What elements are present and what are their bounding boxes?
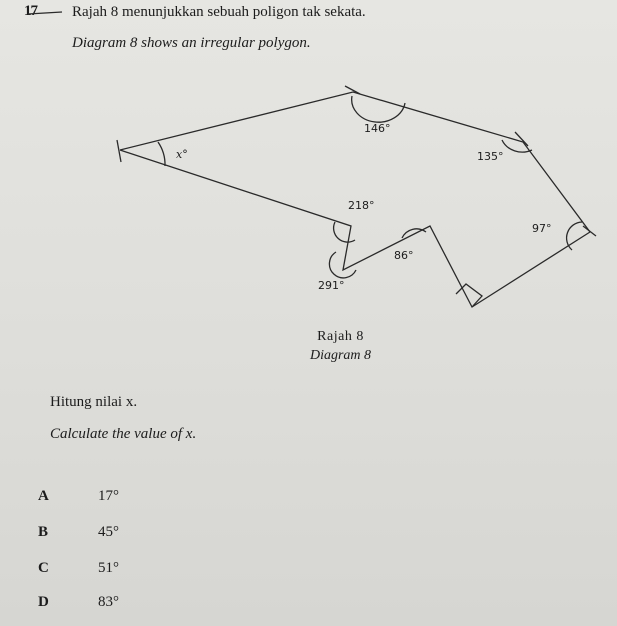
option-c[interactable] — [0, 560, 300, 582]
option-value: 45° — [98, 524, 119, 540]
option-letter: D — [38, 594, 49, 610]
angle-label-291: 291° — [318, 279, 345, 292]
angle-label-146: 146° — [364, 122, 391, 135]
diagram-caption-malay: Rajah 8 — [317, 329, 364, 344]
question-number-underline — [28, 12, 62, 14]
angle-label-86: 86° — [394, 249, 414, 262]
option-letter: B — [38, 524, 49, 540]
instruction-english: Calculate the value of x. — [50, 426, 197, 442]
question-text-english: Diagram 8 shows an irregular polygon. — [72, 35, 311, 51]
question-number: 17 — [24, 3, 37, 19]
option-letter: A — [38, 488, 49, 504]
option-value: 51° — [98, 560, 119, 576]
option-value: 17° — [98, 488, 119, 504]
instruction-malay: Hitung nilai x. — [50, 394, 138, 410]
option-letter: C — [38, 560, 49, 576]
diagram-caption-english: Diagram 8 — [309, 348, 372, 363]
angle-label-x: x° — [176, 148, 188, 161]
option-b[interactable] — [0, 524, 300, 546]
angle-arc-97 — [567, 222, 582, 250]
angle-label-218: 218° — [348, 199, 375, 212]
question-text-malay: Rajah 8 menunjukkan sebuah poligon tak sekata. — [72, 4, 366, 20]
angle-label-97: 97° — [532, 222, 552, 235]
angle-label-135: 135° — [477, 150, 504, 163]
angle-arc-218 — [334, 222, 355, 242]
option-a[interactable] — [0, 488, 300, 510]
option-d[interactable] — [0, 594, 300, 616]
vertex-mark-upper-right — [515, 132, 528, 146]
vertex-tick-left — [117, 140, 121, 162]
option-value: 83° — [98, 594, 119, 610]
